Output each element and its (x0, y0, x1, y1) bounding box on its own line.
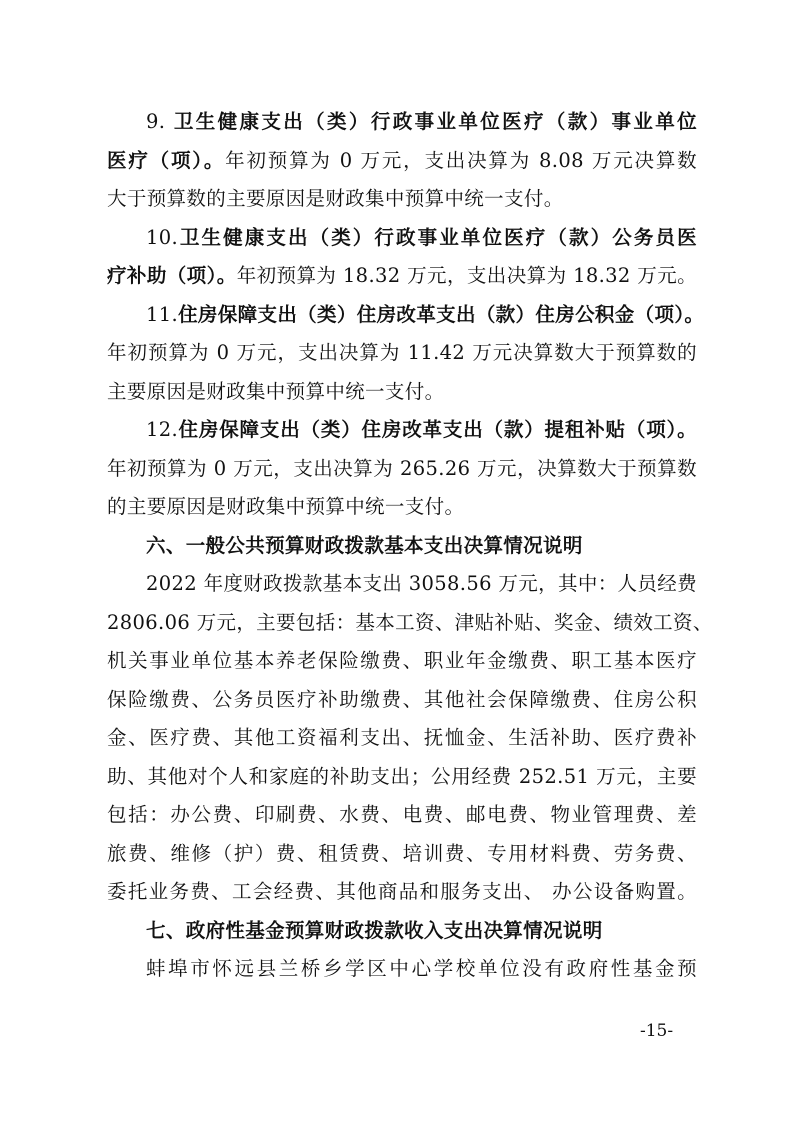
item-10-line-2 (107, 264, 697, 288)
section-6-line-4: 保险缴费、公务员医疗补助缴费、其他社会保障缴费、住房公积 (107, 688, 697, 711)
item-12-number: 12. (146, 418, 179, 441)
section-7-heading: 七、政府性基金预算财政拨款收入支出决算情况说明 (146, 919, 603, 942)
item-10-number: 10. (146, 226, 179, 249)
item-10-title-part-1: 卫生健康支出（类）行政事业单位医疗（款）公务员医 (178, 226, 697, 249)
item-10-title-part-2: 疗补助（项）。 (107, 264, 237, 287)
item-12-line-3: 的主要原因是财政集中预算中统一支付。 (107, 495, 465, 518)
item-9-number: 9. (146, 110, 174, 133)
section-6-line-9: 委托业务费、工会经费、其他商品和服务支出、 办公设备购置。 (107, 880, 697, 903)
item-10-line-1 (146, 226, 697, 250)
section-6-line-1: 2022 年度财政拨款基本支出 3058.56 万元，其中：人员经费 (146, 572, 697, 595)
item-11-line-2: 年初预算为 0 万元，支出决算为 11.42 万元决算数大于预算数的 (107, 341, 697, 364)
item-9-line-1 (146, 110, 697, 134)
section-6-line-8: 旅费、维修（护）费、租赁费、培训费、专用材料费、劳务费、 (107, 842, 697, 865)
item-9-line-2 (107, 149, 697, 173)
item-10-text: 年初预算为 18.32 万元，支出决算为 18.32 万元。 (236, 264, 697, 287)
item-11-line-1 (146, 303, 705, 327)
page-number: -15- (640, 1021, 674, 1041)
item-9-text-part-1: 年初预算为 0 万元，支出决算为 8.08 万元决算数 (225, 149, 697, 172)
section-6-line-5: 金、医疗费、其他工资福利支出、抚恤金、生活补助、医疗费补 (107, 726, 697, 749)
item-12-line-2: 年初预算为 0 万元，支出决算为 265.26 万元，决算数大于预算数 (107, 457, 697, 480)
item-9-title-part-1: 卫生健康支出（类）行政事业单位医疗（款）事业单位 (173, 110, 697, 133)
section-6-line-6: 助、其他对个人和家庭的补助支出；公用经费 252.51 万元，主要 (107, 765, 697, 788)
item-11-number: 11. (146, 303, 179, 326)
section-6-heading: 六、一般公共预算财政拨款基本支出决算情况说明 (146, 534, 583, 557)
item-9-line-3: 大于预算数的主要原因是财政集中预算中统一支付。 (107, 187, 564, 210)
section-6-line-7: 包括：办公费、印刷费、水费、电费、邮电费、物业管理费、差 (107, 803, 697, 826)
section-6-line-3: 机关事业单位基本养老保险缴费、职业年金缴费、职工基本医疗 (107, 649, 697, 672)
item-12-title: 住房保障支出（类）住房改革支出（款）提租补贴（项）。 (178, 418, 697, 441)
item-11-line-3: 主要原因是财政集中预算中统一支付。 (107, 380, 445, 403)
item-9-title-part-2: 医疗（项）。 (107, 149, 226, 172)
section-6-line-2: 2806.06 万元，主要包括：基本工资、津贴补贴、奖金、绩效工资、 (107, 611, 713, 634)
section-7-line-1: 蚌埠市怀远县兰桥乡学区中心学校单位没有政府性基金预 (146, 957, 697, 980)
item-11-title: 住房保障支出（类）住房改革支出（款）住房公积金（项）。 (178, 303, 705, 326)
item-12-line-1 (146, 418, 697, 442)
